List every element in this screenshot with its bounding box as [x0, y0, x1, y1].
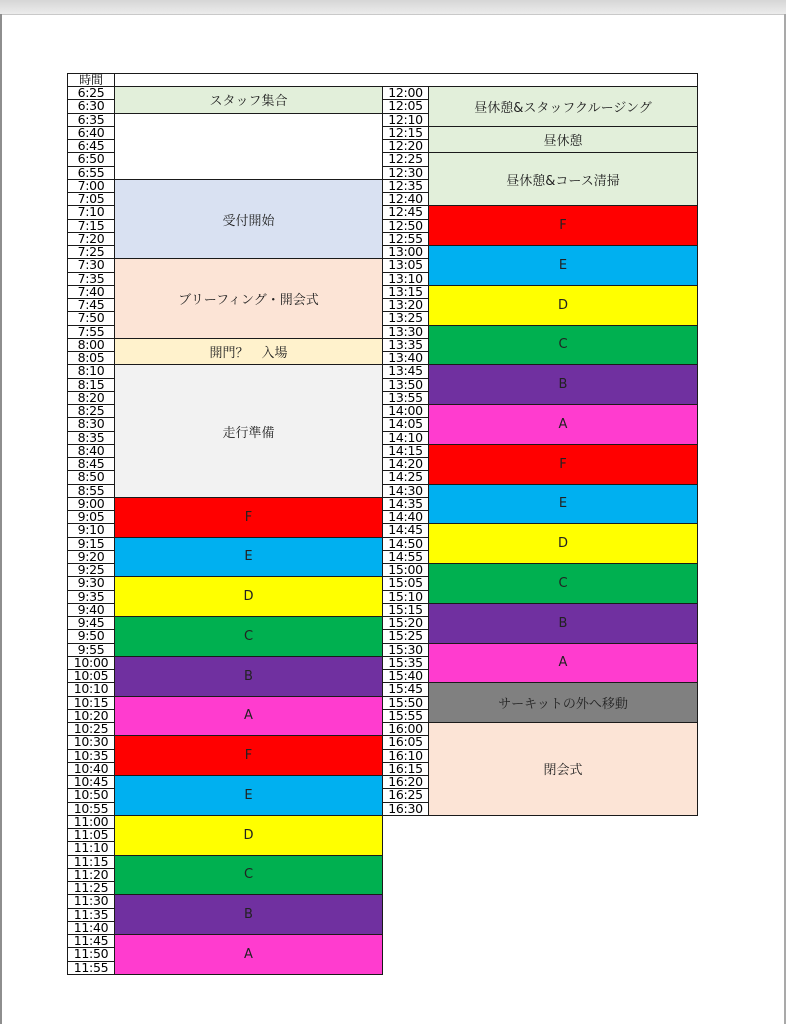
right-time-cell: 15:20 — [382, 616, 429, 630]
right-time-cell: 15:55 — [382, 709, 429, 723]
time-header-cell: 時間 — [67, 73, 115, 87]
left-time-cell: 8:35 — [67, 431, 115, 445]
left-schedule-block: B — [114, 656, 383, 697]
left-schedule-block — [114, 113, 383, 180]
left-time-cell: 10:50 — [67, 788, 115, 802]
left-time-cell: 11:30 — [67, 894, 115, 908]
right-schedule-block: C — [428, 325, 698, 366]
right-time-cell: 14:15 — [382, 444, 429, 458]
right-time-cell: 14:25 — [382, 470, 429, 484]
right-time-cell: 12:05 — [382, 99, 429, 113]
right-time-cell: 12:35 — [382, 179, 429, 193]
right-schedule-block: B — [428, 364, 698, 405]
right-time-cell: 15:15 — [382, 603, 429, 617]
right-schedule-block: A — [428, 643, 698, 684]
right-schedule-block: A — [428, 404, 698, 445]
left-time-cell: 9:50 — [67, 629, 115, 643]
left-time-cell: 11:20 — [67, 868, 115, 882]
header-blank-cell — [114, 73, 698, 87]
left-time-cell: 9:20 — [67, 550, 115, 564]
right-time-cell: 14:40 — [382, 510, 429, 524]
left-time-cell: 8:15 — [67, 378, 115, 392]
left-time-cell: 7:45 — [67, 298, 115, 312]
left-time-cell: 8:50 — [67, 470, 115, 484]
left-time-cell: 10:55 — [67, 802, 115, 816]
left-time-cell: 6:45 — [67, 139, 115, 153]
right-time-cell: 16:00 — [382, 722, 429, 736]
left-time-cell: 10:15 — [67, 696, 115, 710]
left-schedule-block: D — [114, 815, 383, 856]
right-time-cell: 16:05 — [382, 735, 429, 749]
left-time-cell: 10:00 — [67, 656, 115, 670]
right-time-cell: 15:50 — [382, 696, 429, 710]
right-schedule-block: E — [428, 245, 698, 286]
right-time-cell: 13:00 — [382, 245, 429, 259]
left-time-cell: 11:15 — [67, 855, 115, 869]
right-time-cell: 13:55 — [382, 391, 429, 405]
left-time-cell: 8:00 — [67, 338, 115, 352]
left-schedule-block: C — [114, 855, 383, 896]
right-time-cell: 14:50 — [382, 537, 429, 551]
right-time-cell: 15:05 — [382, 576, 429, 590]
left-time-cell: 7:15 — [67, 219, 115, 233]
left-time-cell: 9:40 — [67, 603, 115, 617]
left-time-cell: 7:50 — [67, 311, 115, 325]
right-time-cell: 16:15 — [382, 762, 429, 776]
right-time-cell: 12:30 — [382, 166, 429, 180]
left-time-cell: 10:10 — [67, 682, 115, 696]
right-time-cell: 12:40 — [382, 192, 429, 206]
left-schedule-block: B — [114, 894, 383, 935]
left-time-cell: 8:20 — [67, 391, 115, 405]
left-schedule-block: A — [114, 934, 383, 975]
left-time-cell: 7:05 — [67, 192, 115, 206]
left-schedule-block: E — [114, 775, 383, 816]
right-time-cell: 16:30 — [382, 802, 429, 816]
right-time-cell: 12:20 — [382, 139, 429, 153]
right-time-cell: 14:00 — [382, 404, 429, 418]
right-time-cell: 12:50 — [382, 219, 429, 233]
right-time-cell: 14:55 — [382, 550, 429, 564]
left-time-cell: 8:05 — [67, 351, 115, 365]
left-time-cell: 9:10 — [67, 523, 115, 537]
left-time-cell: 9:05 — [67, 510, 115, 524]
left-time-cell: 11:55 — [67, 961, 115, 975]
left-time-cell: 7:10 — [67, 205, 115, 219]
left-time-cell: 10:30 — [67, 735, 115, 749]
right-time-cell: 12:10 — [382, 113, 429, 127]
left-time-cell: 6:25 — [67, 86, 115, 100]
right-time-cell: 12:55 — [382, 232, 429, 246]
right-time-cell: 15:25 — [382, 629, 429, 643]
left-time-cell: 8:25 — [67, 404, 115, 418]
right-schedule-block: 昼休憩 — [428, 126, 698, 154]
left-schedule-block: 走行準備 — [114, 364, 383, 498]
right-time-cell: 13:10 — [382, 272, 429, 286]
left-time-cell: 6:55 — [67, 166, 115, 180]
left-time-cell: 11:40 — [67, 921, 115, 935]
left-schedule-block: C — [114, 616, 383, 657]
left-time-cell: 9:15 — [67, 537, 115, 551]
right-time-cell: 12:25 — [382, 152, 429, 166]
left-time-cell: 10:25 — [67, 722, 115, 736]
right-time-cell: 15:40 — [382, 669, 429, 683]
left-time-cell: 8:30 — [67, 417, 115, 431]
right-time-cell: 12:45 — [382, 205, 429, 219]
left-time-cell: 8:40 — [67, 444, 115, 458]
right-time-cell: 13:45 — [382, 364, 429, 378]
left-time-cell: 10:20 — [67, 709, 115, 723]
right-time-cell: 15:10 — [382, 590, 429, 604]
right-time-cell: 16:20 — [382, 775, 429, 789]
right-time-cell: 15:00 — [382, 563, 429, 577]
right-schedule-block: B — [428, 603, 698, 644]
left-time-cell: 8:55 — [67, 484, 115, 498]
left-time-cell: 6:30 — [67, 99, 115, 113]
left-time-cell: 11:25 — [67, 881, 115, 895]
right-time-cell: 14:45 — [382, 523, 429, 537]
left-time-cell: 11:45 — [67, 934, 115, 948]
right-time-cell: 14:10 — [382, 431, 429, 445]
left-time-cell: 10:05 — [67, 669, 115, 683]
right-schedule-block: C — [428, 563, 698, 604]
right-time-cell: 14:30 — [382, 484, 429, 498]
left-schedule-block: ブリーフィング・開会式 — [114, 258, 383, 339]
left-time-cell: 10:45 — [67, 775, 115, 789]
right-time-cell: 12:15 — [382, 126, 429, 140]
right-time-cell: 15:35 — [382, 656, 429, 670]
left-time-cell: 6:50 — [67, 152, 115, 166]
right-time-cell: 13:35 — [382, 338, 429, 352]
right-schedule-block: 閉会式 — [428, 722, 698, 816]
right-time-cell: 13:20 — [382, 298, 429, 312]
right-time-cell: 13:40 — [382, 351, 429, 365]
left-time-cell: 10:40 — [67, 762, 115, 776]
left-schedule-block: E — [114, 537, 383, 578]
right-schedule-block: D — [428, 285, 698, 326]
left-time-cell: 7:40 — [67, 285, 115, 299]
right-time-cell: 15:30 — [382, 643, 429, 657]
right-time-cell: 14:35 — [382, 497, 429, 511]
left-time-cell: 11:05 — [67, 828, 115, 842]
right-time-cell: 13:05 — [382, 258, 429, 272]
left-time-cell: 8:10 — [67, 364, 115, 378]
right-schedule-block: F — [428, 444, 698, 485]
right-time-cell: 13:25 — [382, 311, 429, 325]
left-time-cell: 9:45 — [67, 616, 115, 630]
right-schedule-block: 昼休憩&コース清掃 — [428, 152, 698, 206]
left-schedule-block: スタッフ集合 — [114, 86, 383, 114]
right-time-cell: 16:25 — [382, 788, 429, 802]
left-time-cell: 7:20 — [67, 232, 115, 246]
left-time-cell: 7:55 — [67, 325, 115, 339]
left-schedule-block: F — [114, 497, 383, 538]
right-time-cell: 16:10 — [382, 749, 429, 763]
left-time-cell: 9:35 — [67, 590, 115, 604]
right-time-cell: 14:05 — [382, 417, 429, 431]
right-schedule-block: サーキットの外へ移動 — [428, 682, 698, 723]
right-schedule-block: 昼休憩&スタッフクルージング — [428, 86, 698, 127]
left-time-cell: 9:25 — [67, 563, 115, 577]
left-time-cell: 6:40 — [67, 126, 115, 140]
left-time-cell: 7:25 — [67, 245, 115, 259]
right-schedule-block: D — [428, 523, 698, 564]
right-time-cell: 13:15 — [382, 285, 429, 299]
left-schedule-block: A — [114, 696, 383, 737]
right-time-cell: 12:00 — [382, 86, 429, 100]
left-time-cell: 11:35 — [67, 908, 115, 922]
left-schedule-block: D — [114, 576, 383, 617]
right-schedule-block: F — [428, 205, 698, 246]
left-schedule-block: F — [114, 735, 383, 776]
left-time-cell: 7:00 — [67, 179, 115, 193]
left-time-cell: 11:10 — [67, 841, 115, 855]
left-time-cell: 7:35 — [67, 272, 115, 286]
left-time-cell: 8:45 — [67, 457, 115, 471]
left-time-cell: 7:30 — [67, 258, 115, 272]
right-time-cell: 14:20 — [382, 457, 429, 471]
right-time-cell: 15:45 — [382, 682, 429, 696]
right-time-cell: 13:50 — [382, 378, 429, 392]
left-time-cell: 9:30 — [67, 576, 115, 590]
left-time-cell: 10:35 — [67, 749, 115, 763]
left-time-cell: 9:55 — [67, 643, 115, 657]
left-time-cell: 11:00 — [67, 815, 115, 829]
left-schedule-block: 開門？ 入場 — [114, 338, 383, 366]
right-time-cell: 13:30 — [382, 325, 429, 339]
right-schedule-block: E — [428, 484, 698, 525]
left-schedule-block: 受付開始 — [114, 179, 383, 260]
left-time-cell: 6:35 — [67, 113, 115, 127]
left-time-cell: 9:00 — [67, 497, 115, 511]
left-time-cell: 11:50 — [67, 947, 115, 961]
